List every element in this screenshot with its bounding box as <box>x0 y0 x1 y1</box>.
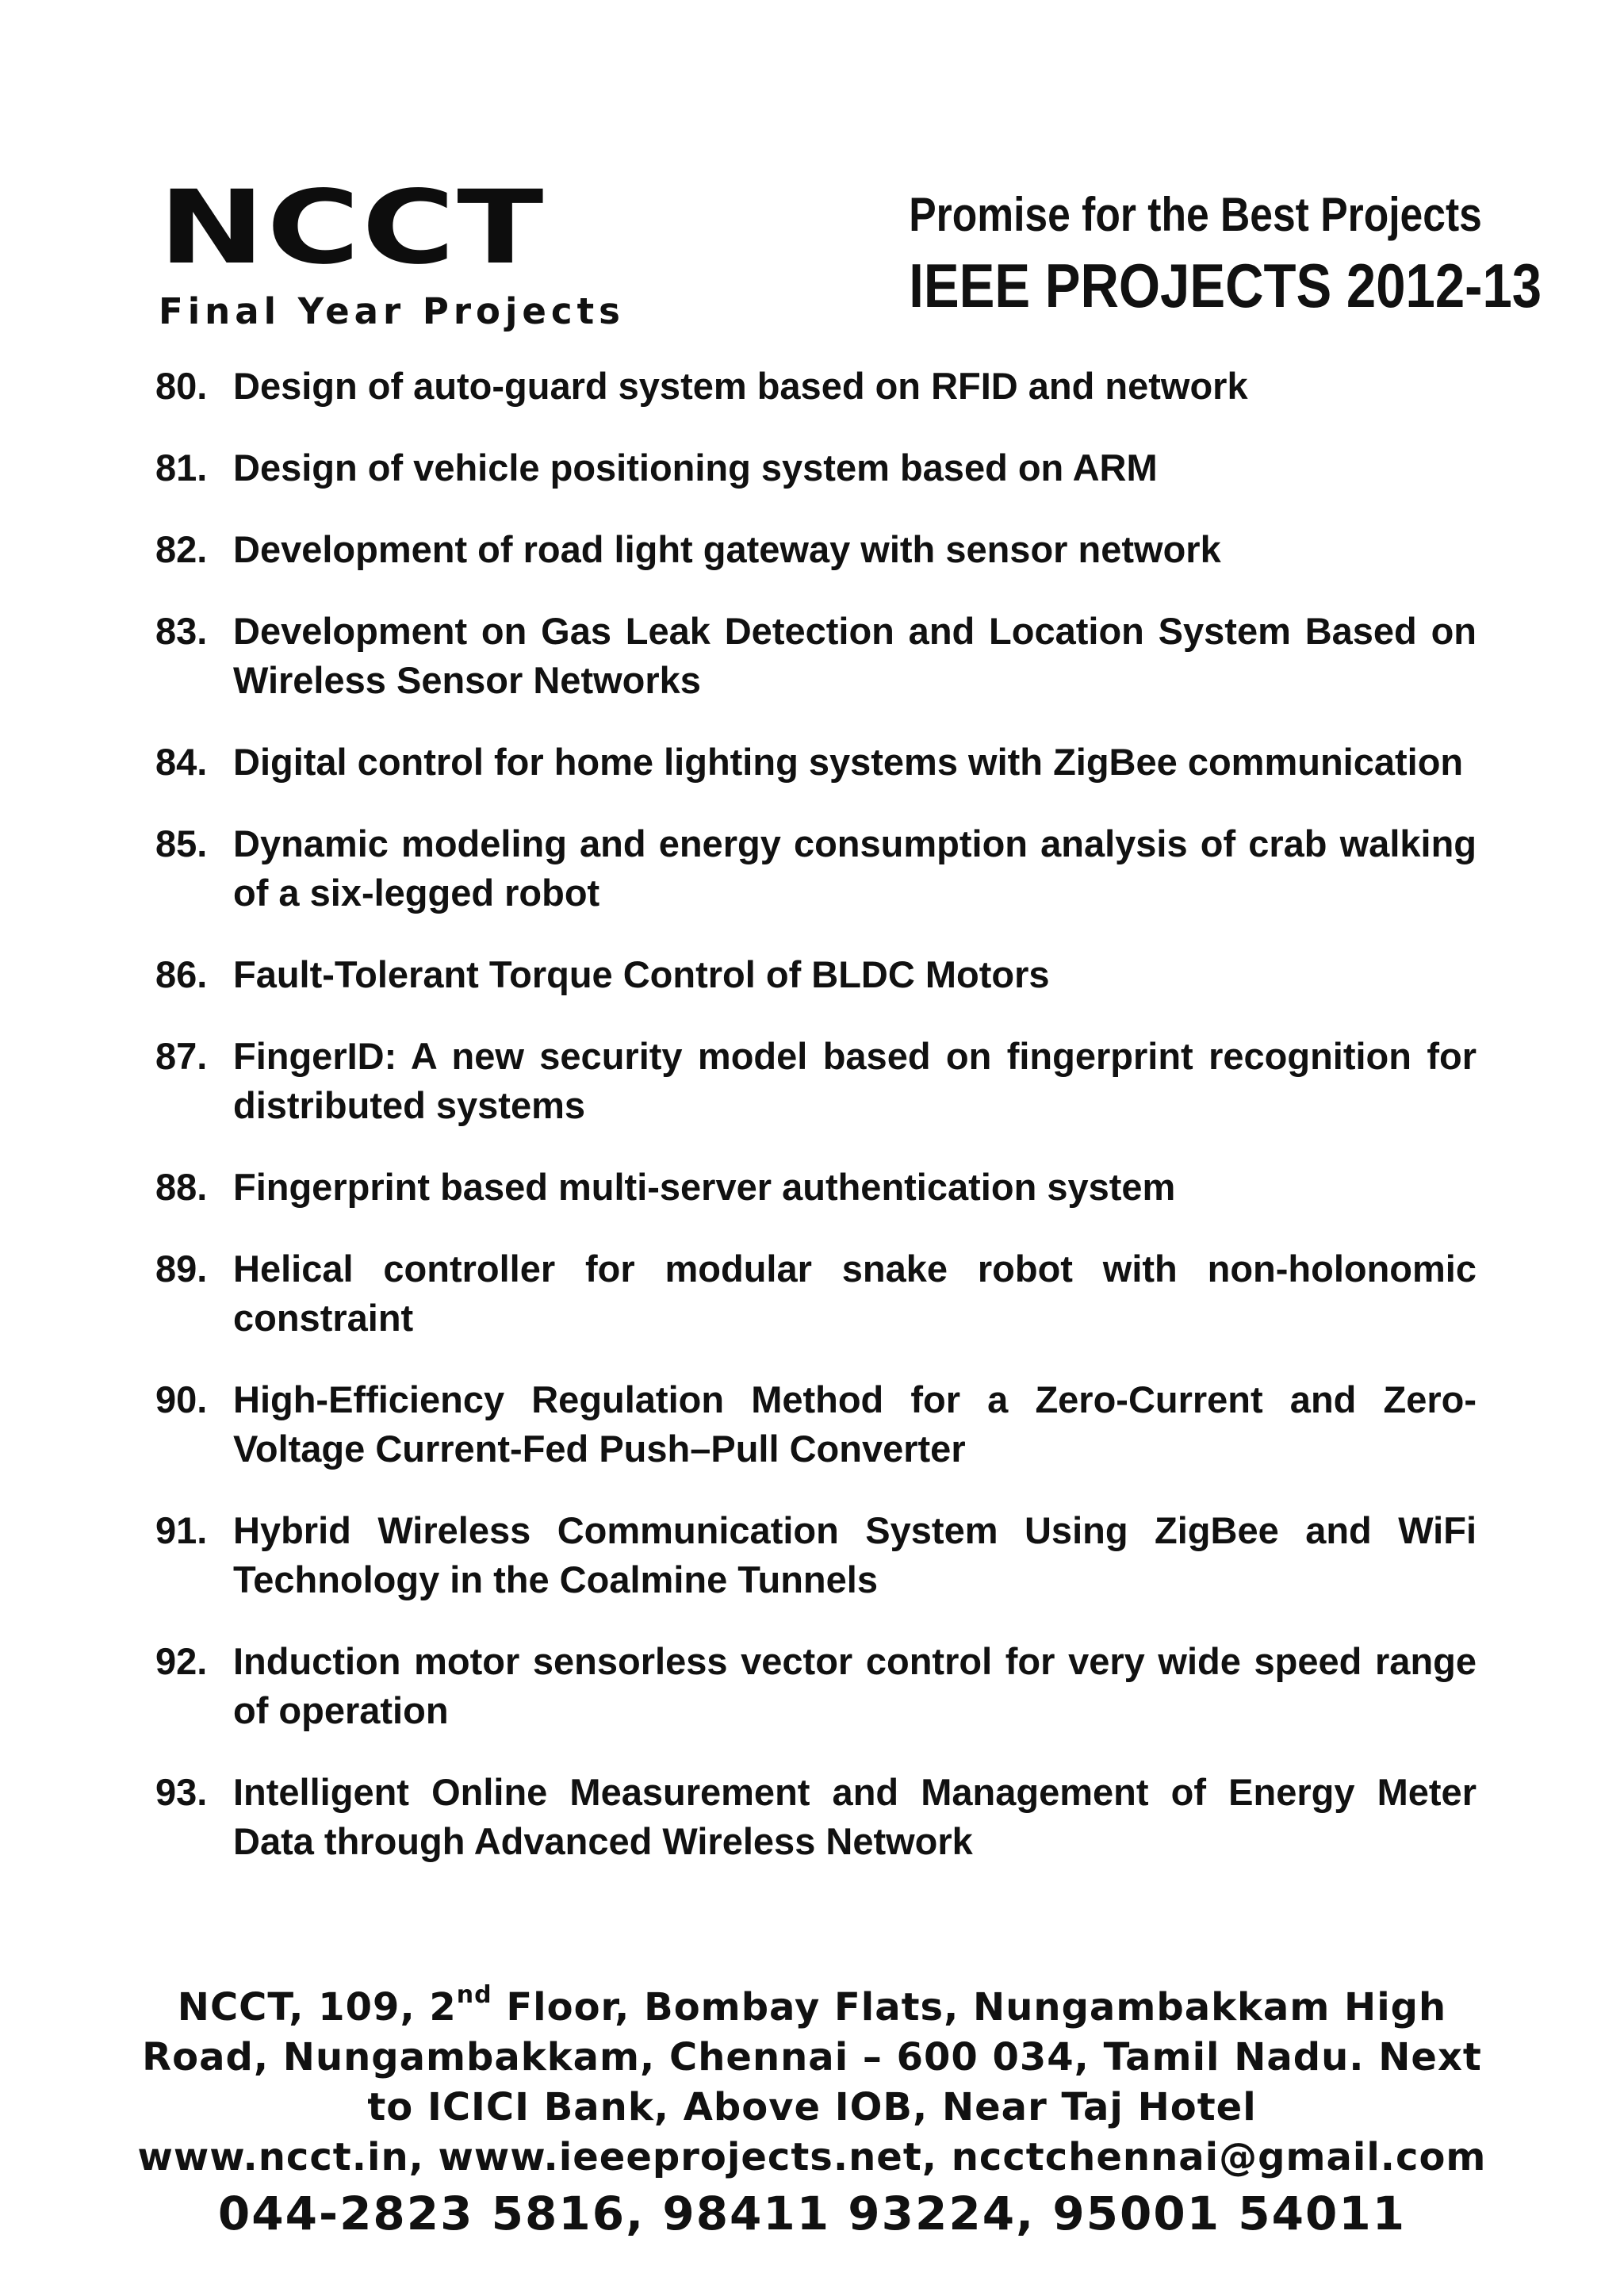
project-item <box>155 1506 1477 1604</box>
project-title: Helical controller for modular snake robot with non-holonomic constraint <box>233 1248 1477 1339</box>
address-line-3: to ICICI Bank, Above IOB, Near Taj Hotel <box>367 2085 1257 2129</box>
project-title: High-Efficiency Regulation Method for a Zero-Current and Zero-Voltage Current-Fed Push–Pull Converter <box>233 1378 1477 1470</box>
address-line-1-suffix: Floor, Bombay Flats, Nungambakkam High <box>492 1985 1447 2030</box>
header-tagline <box>817 187 1542 320</box>
project-number: 92. <box>155 1640 208 1682</box>
contact-footer <box>119 1983 1505 2244</box>
project-number: 83. <box>155 610 208 652</box>
tagline-promise: Promise for the Best Projects <box>909 188 1482 241</box>
project-item <box>155 819 1477 918</box>
ncct-logo <box>159 169 714 332</box>
project-item <box>155 443 1477 493</box>
project-list <box>155 362 1477 1899</box>
project-item <box>155 1375 1477 1474</box>
project-title: Fault-Tolerant Torque Control of BLDC Motors <box>233 953 1050 995</box>
project-number: 86. <box>155 953 208 995</box>
project-title: Fingerprint based multi-server authentication system <box>233 1166 1176 1208</box>
project-title: Hybrid Wireless Communication System Using ZigBee and WiFi Technology in the Coalmine Tunnels <box>233 1509 1477 1600</box>
project-number: 82. <box>155 528 208 570</box>
project-item <box>155 1244 1477 1343</box>
project-title: Dynamic modeling and energy consumption analysis of crab walking of a six-legged robot <box>233 822 1477 914</box>
logo-wordmark: NCCT <box>159 169 546 287</box>
project-number: 81. <box>155 447 208 489</box>
project-item <box>155 362 1477 411</box>
project-title: Digital control for home lighting systems with ZigBee communication <box>233 741 1464 783</box>
project-item <box>155 1032 1477 1130</box>
address-line-1-prefix: NCCT, 109, 2 <box>177 1985 457 2030</box>
project-number: 88. <box>155 1166 208 1208</box>
project-number: 80. <box>155 365 208 407</box>
project-title: Design of vehicle positioning system based on ARM <box>233 447 1158 489</box>
logo-subtitle: Final Year Projects <box>159 290 625 332</box>
web-email-line: www.ncct.in, www.ieeeprojects.net, ncctchennai@gmail.com <box>137 2135 1487 2179</box>
page-header <box>0 0 1624 349</box>
project-item <box>155 1163 1477 1212</box>
project-number: 93. <box>155 1771 208 1813</box>
project-number: 90. <box>155 1378 208 1420</box>
project-number: 89. <box>155 1248 208 1290</box>
project-title: Design of auto-guard system based on RFID and network <box>233 365 1248 407</box>
address-line-2: Road, Nungambakkam, Chennai – 600 034, Tamil Nadu. Next <box>142 2035 1482 2079</box>
project-item <box>155 607 1477 705</box>
project-number: 87. <box>155 1035 208 1077</box>
project-item <box>155 1768 1477 1866</box>
phone-numbers: 044-2823 5816, 98411 93224, 95001 54011 <box>217 2187 1407 2240</box>
project-item <box>155 738 1477 787</box>
ordinal-suffix: nd <box>456 1981 492 2009</box>
project-number: 84. <box>155 741 208 783</box>
project-title: Intelligent Online Measurement and Management of Energy Meter Data through Advanced Wireless Network <box>233 1771 1477 1862</box>
project-title: FingerID: A new security model based on fingerprint recognition for distributed systems <box>233 1035 1477 1126</box>
project-title: Development of road light gateway with sensor network <box>233 528 1221 570</box>
project-item <box>155 1637 1477 1735</box>
tagline-ieee-projects: IEEE PROJECTS 2012-13 <box>909 251 1542 320</box>
project-item <box>155 950 1477 999</box>
address-line-1 <box>119 1983 1505 2033</box>
project-item <box>155 525 1477 574</box>
project-number: 91. <box>155 1509 208 1551</box>
project-title: Development on Gas Leak Detection and Location System Based on Wireless Sensor Networks <box>233 610 1477 701</box>
project-number: 85. <box>155 822 208 864</box>
project-title: Induction motor sensorless vector control for very wide speed range of operation <box>233 1640 1477 1731</box>
